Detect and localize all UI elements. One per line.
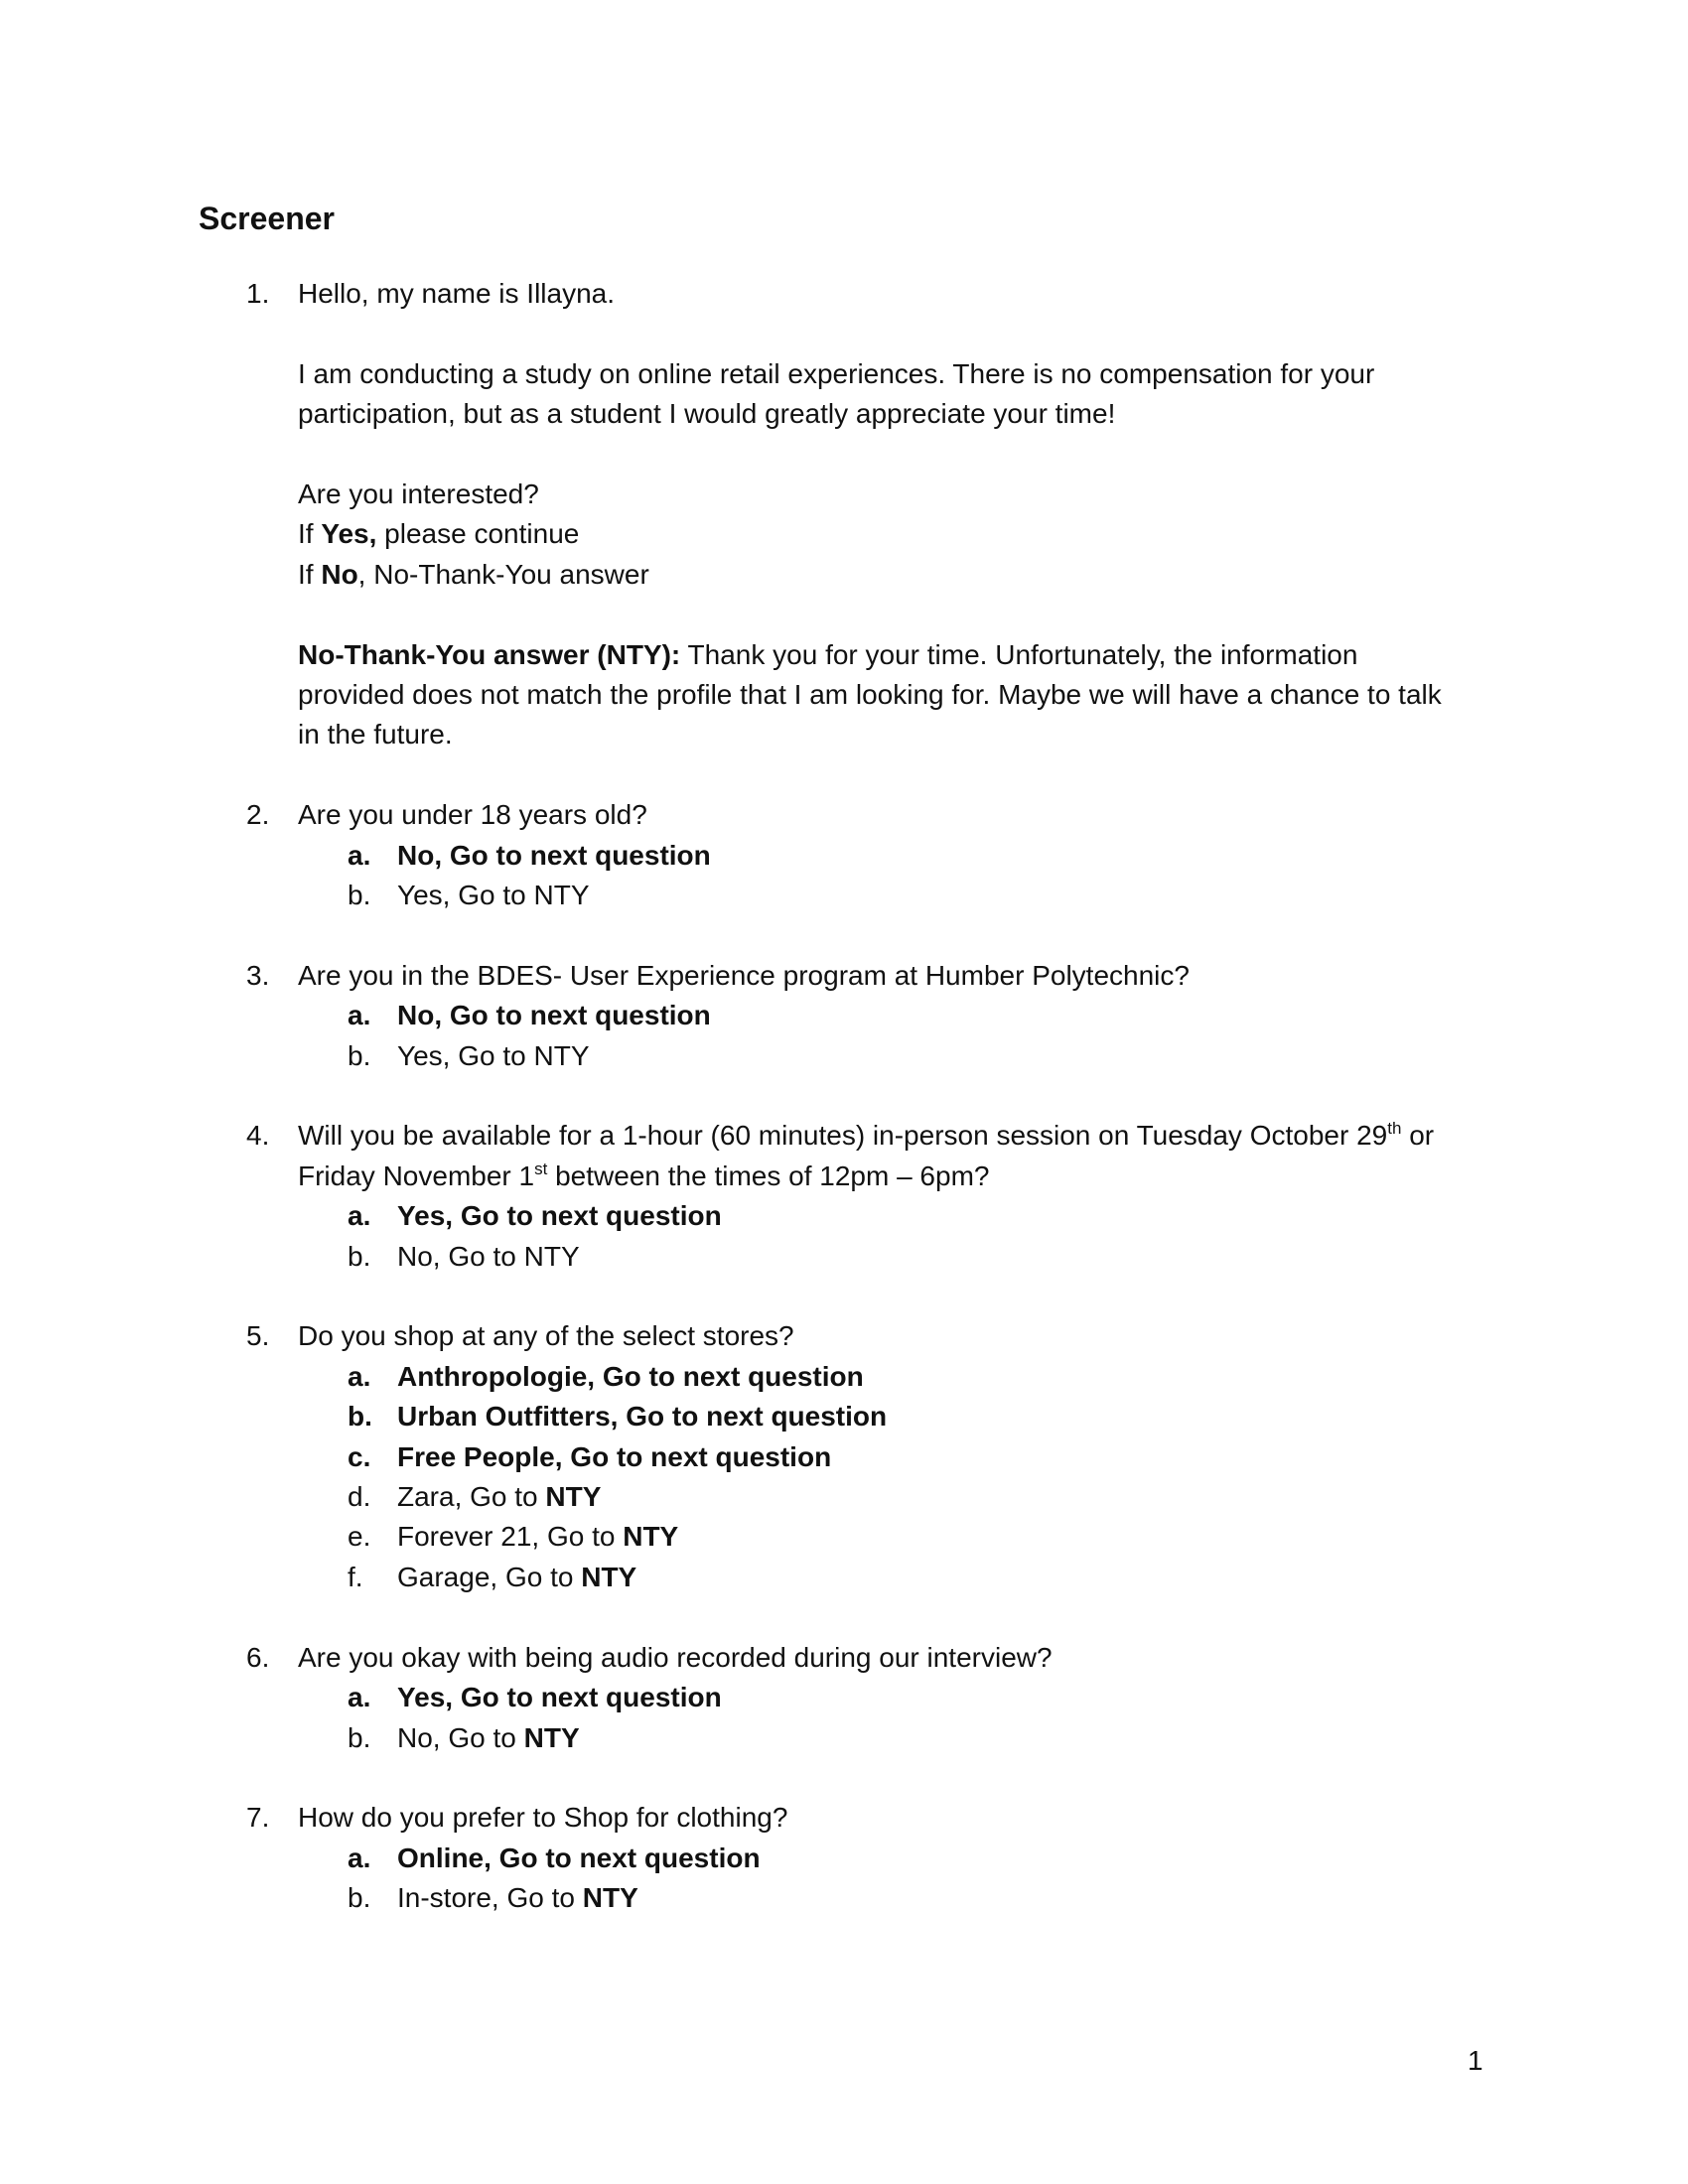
question-5 [0, 1316, 1470, 1597]
option-text: Online, Go to next question [397, 1842, 761, 1873]
option-letter: f. [348, 1561, 363, 1592]
option-list [298, 1196, 1470, 1277]
option-text: Forever 21, Go to [397, 1521, 624, 1553]
option-target: NTY [581, 1561, 637, 1592]
option-text: Urban Outfitters, Go to next question [397, 1401, 888, 1433]
if-no-prefix: If [298, 558, 322, 590]
question-text: How do you prefer to Shop for clothing? [298, 1802, 788, 1834]
option-text: Yes, Go to next question [397, 1200, 722, 1232]
question-text-part: or Friday November 1 [298, 1120, 1435, 1191]
intro-paragraph: I am conducting a study on online retail experiences. There is no compensation for your participation, but as a student I would greatly appreciate your time! [298, 357, 1375, 430]
if-yes-rest: please continue [376, 518, 580, 550]
option-letter: e. [348, 1521, 371, 1553]
option-letter: a. [348, 839, 371, 871]
option-text: Yes, Go to NTY [397, 1039, 590, 1071]
if-yes-prefix: If [298, 518, 322, 550]
option-letter: b. [348, 1721, 371, 1753]
option-c [298, 1437, 1470, 1477]
option-text: In-store, Go to [397, 1882, 583, 1914]
option-b [298, 1237, 1470, 1277]
option-text: Anthropologie, Go to next question [397, 1360, 864, 1392]
option-text: Garage, Go to [397, 1561, 582, 1592]
option-e [298, 1517, 1470, 1557]
question-7 [0, 1798, 1470, 1918]
option-a [298, 1196, 1470, 1236]
question-text-part: between the times of 12pm – 6pm? [547, 1160, 990, 1191]
question-text: Do you shop at any of the select stores? [298, 1320, 794, 1352]
option-target: NTY [582, 1882, 638, 1914]
option-text: Zara, Go to [397, 1481, 546, 1513]
option-text: Free People, Go to next question [397, 1440, 832, 1472]
question-text: Are you okay with being audio recorded during our interview? [298, 1641, 1053, 1673]
option-letter: b. [348, 880, 371, 911]
option-text: No, Go to [397, 1721, 524, 1753]
if-no-rest: , No-Thank-You answer [357, 558, 649, 590]
option-b [298, 876, 1470, 915]
option-list [298, 836, 1470, 916]
interest-question: Are you interested? [298, 478, 539, 509]
option-letter: b. [348, 1882, 371, 1914]
if-no-line [298, 555, 1470, 595]
option-b [298, 1036, 1470, 1076]
option-letter: a. [348, 1200, 371, 1232]
question-text-part: Will you be available for a 1-hour (60 minutes) in-person session on Tuesday October 29 [298, 1120, 1388, 1152]
if-yes-keyword: Yes, [321, 518, 377, 550]
option-list [298, 1357, 1470, 1597]
option-letter: b. [348, 1401, 372, 1433]
question-text: Are you in the BDES- User Experience program at Humber Polytechnic? [298, 959, 1190, 991]
option-target: NTY [523, 1721, 580, 1753]
ordinal-suffix: st [534, 1159, 548, 1178]
option-letter: b. [348, 1039, 371, 1071]
screener-questions [0, 274, 1688, 1959]
question-3 [0, 956, 1470, 1076]
option-text: No, Go to next question [397, 1000, 711, 1031]
nty-label: No-Thank-You answer (NTY): [298, 638, 681, 670]
option-list [298, 996, 1470, 1076]
option-a [298, 996, 1470, 1035]
option-text: Yes, Go to next question [397, 1682, 722, 1713]
option-a [298, 1839, 1470, 1878]
question-number: 6. [246, 1641, 270, 1673]
nty-text: Thank you for your time. Unfortunately, the information provided does not match the profile that I am looking for. Maybe we will have a chance to talk in the future. [298, 638, 1442, 751]
question-number: 7. [246, 1802, 270, 1834]
question-number: 1. [246, 278, 270, 309]
question-1 [0, 274, 1470, 755]
option-a [298, 1678, 1470, 1717]
nty-paragraph [298, 635, 1470, 755]
question-4 [0, 1116, 1470, 1277]
if-no-keyword: No [321, 558, 358, 590]
option-letter: c. [348, 1440, 371, 1472]
question-text: Are you under 18 years old? [298, 799, 647, 831]
ordinal-suffix: th [1387, 1119, 1402, 1139]
option-f [298, 1558, 1470, 1597]
option-text: Yes, Go to NTY [397, 880, 590, 911]
question-number: 2. [246, 799, 270, 831]
question-text [298, 1116, 1470, 1196]
greeting-text: Hello, my name is Illayna. [298, 278, 616, 309]
option-b [298, 1718, 1470, 1758]
option-list [298, 1839, 1470, 1919]
option-letter: a. [348, 1682, 371, 1713]
question-number: 5. [246, 1320, 270, 1352]
option-target: NTY [623, 1521, 679, 1553]
option-text: No, Go to NTY [397, 1240, 580, 1272]
option-text: No, Go to next question [397, 839, 711, 871]
page-number: 1 [1468, 2045, 1483, 2076]
option-d [298, 1477, 1470, 1517]
option-letter: b. [348, 1240, 371, 1272]
page-title: Screener [199, 201, 335, 236]
option-a [298, 1357, 1470, 1397]
if-yes-line [298, 514, 1470, 554]
option-target: NTY [545, 1481, 602, 1513]
interest-block [298, 475, 1470, 595]
option-letter: a. [348, 1000, 371, 1031]
option-letter: a. [348, 1360, 371, 1392]
option-list [298, 1678, 1470, 1758]
option-letter: d. [348, 1481, 371, 1513]
question-number: 3. [246, 959, 270, 991]
option-a [298, 836, 1470, 876]
question-number: 4. [246, 1120, 270, 1152]
option-letter: a. [348, 1842, 371, 1873]
question-2 [0, 795, 1470, 915]
option-b [298, 1397, 1470, 1436]
question-6 [0, 1638, 1470, 1758]
option-b [298, 1878, 1470, 1918]
